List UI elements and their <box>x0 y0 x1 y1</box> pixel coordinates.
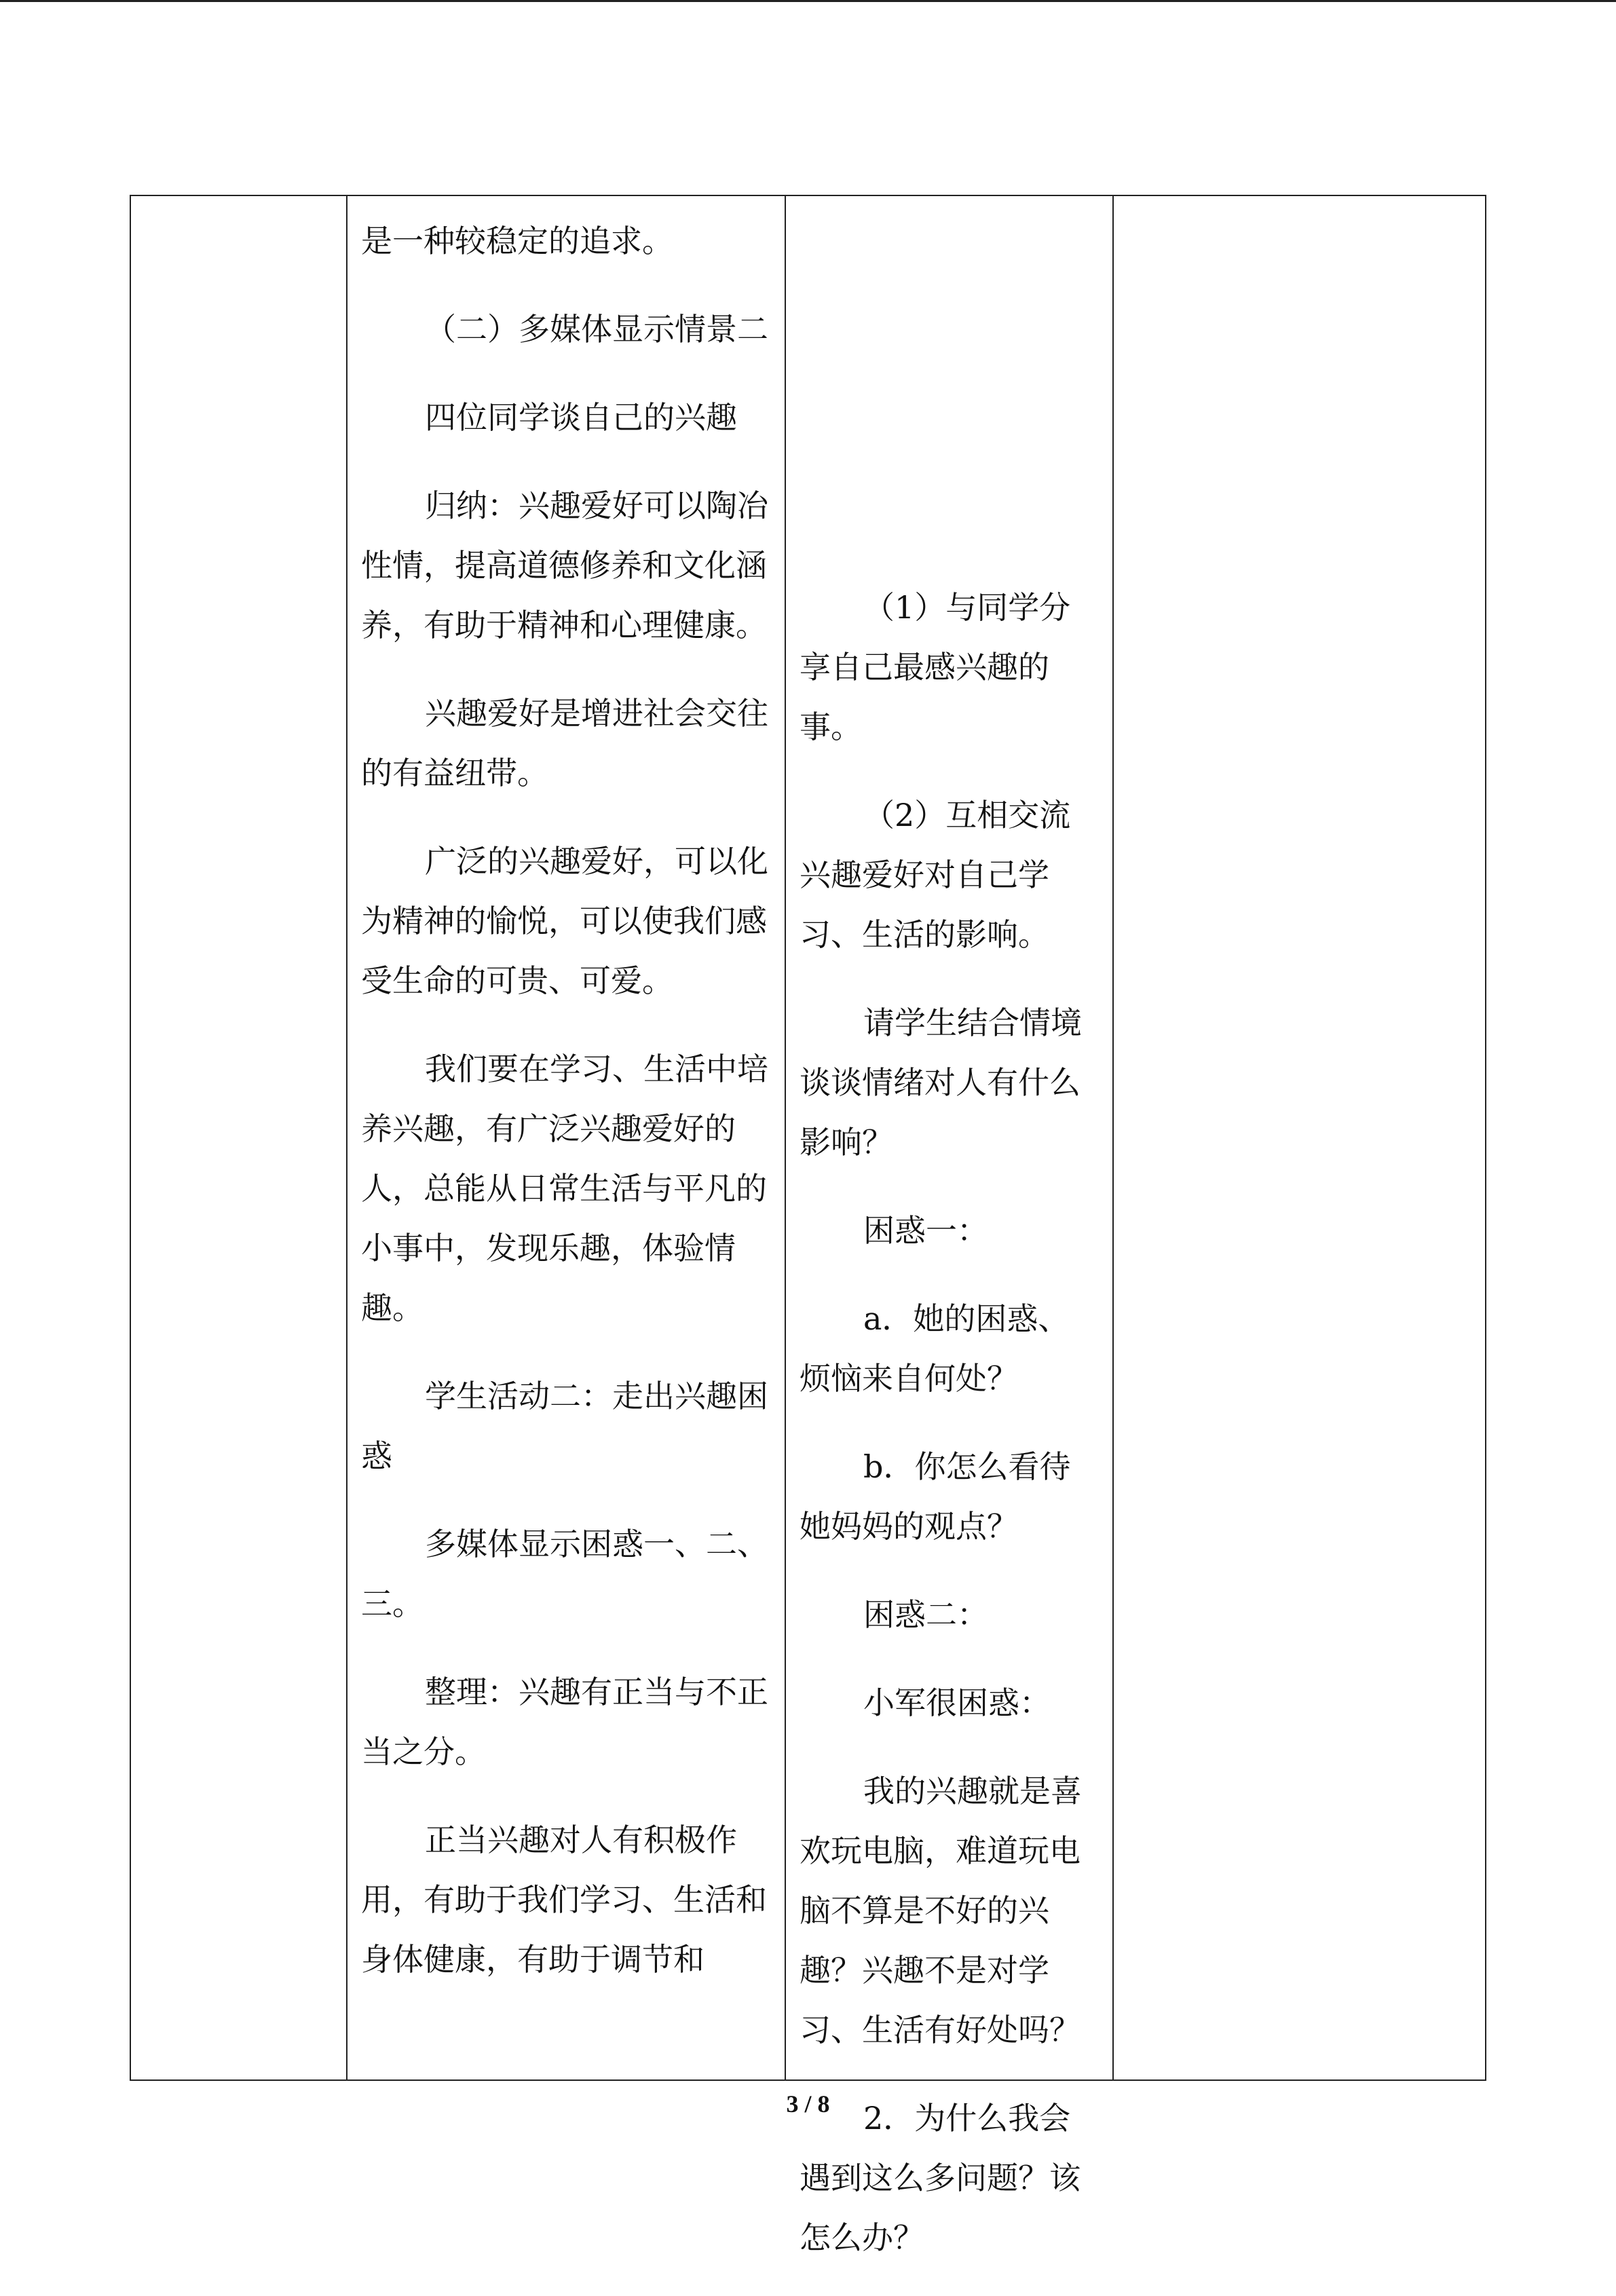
column-3-paragraph: 困惑二： <box>863 1596 988 1633</box>
column-3-paragraph: b．你怎么看待她妈妈的观点？ <box>800 1448 1071 1545</box>
page-top-border <box>0 0 1616 2</box>
column-3-paragraph: 我的兴趣就是喜欢玩电脑，难道玩电脑不算是不好的兴趣？兴趣不是对学习、生活有好处吗？ <box>800 1773 1082 2048</box>
column-3-paragraph: 困惑一： <box>863 1212 988 1249</box>
column-3-paragraph: a．她的困惑、烦恼来自何处？ <box>800 1300 1070 1397</box>
column-2-paragraph: 整理：兴趣有正当与不正当之分。 <box>361 1674 768 1770</box>
table-column-2 <box>346 196 785 2079</box>
column-2-paragraph: 四位同学谈自己的兴趣 <box>425 399 737 436</box>
column-2-content <box>361 211 772 2018</box>
column-3-paragraph: （1）与同学分享自己最感兴趣的事。 <box>800 589 1071 745</box>
column-3-paragraph: 请学生结合情境谈谈情绪对人有什么影响？ <box>800 1004 1082 1161</box>
column-2-paragraph: 我们要在学习、生活中培养兴趣，有广泛兴趣爱好的人，总能从日常生活与平凡的小事中，发现乐趣，体验情趣。 <box>361 1051 768 1326</box>
column-2-paragraph: 学生活动二：走出兴趣困惑 <box>361 1378 768 1474</box>
column-3-paragraph: 2．为什么我会遇到这么多问题？该怎么办？ <box>800 2100 1081 2256</box>
column-2-paragraph: 兴趣爱好是增进社会交往的有益纽带。 <box>361 695 768 791</box>
table-column-4 <box>1112 196 1485 2079</box>
column-2-paragraph: 多媒体显示困惑一、二、三。 <box>361 1526 768 1622</box>
column-2-paragraph: 归纳：兴趣爱好可以陶冶性情，提高道德修养和文化涵养，有助于精神和心理健康。 <box>361 487 768 643</box>
column-3-content <box>800 578 1099 2296</box>
column-2-paragraph: 是一种较稳定的追求。 <box>361 223 673 259</box>
column-3-paragraph: 小军很困惑： <box>863 1685 1051 1721</box>
column-2-paragraph: 广泛的兴趣爱好，可以化为精神的愉悦，可以使我们感受生命的可贵、可爱。 <box>361 843 768 999</box>
column-3-paragraph: （2）互相交流兴趣爱好对自己学习、生活的影响。 <box>800 797 1071 953</box>
column-2-paragraph: （二）多媒体显示情景二 <box>425 311 768 347</box>
table-column-1 <box>131 196 346 2079</box>
page-number: 3 / 8 <box>786 2090 830 2118</box>
column-2-paragraph: 正当兴趣对人有积极作用，有助于我们学习、生活和身体健康，有助于调节和 <box>361 1822 767 1978</box>
